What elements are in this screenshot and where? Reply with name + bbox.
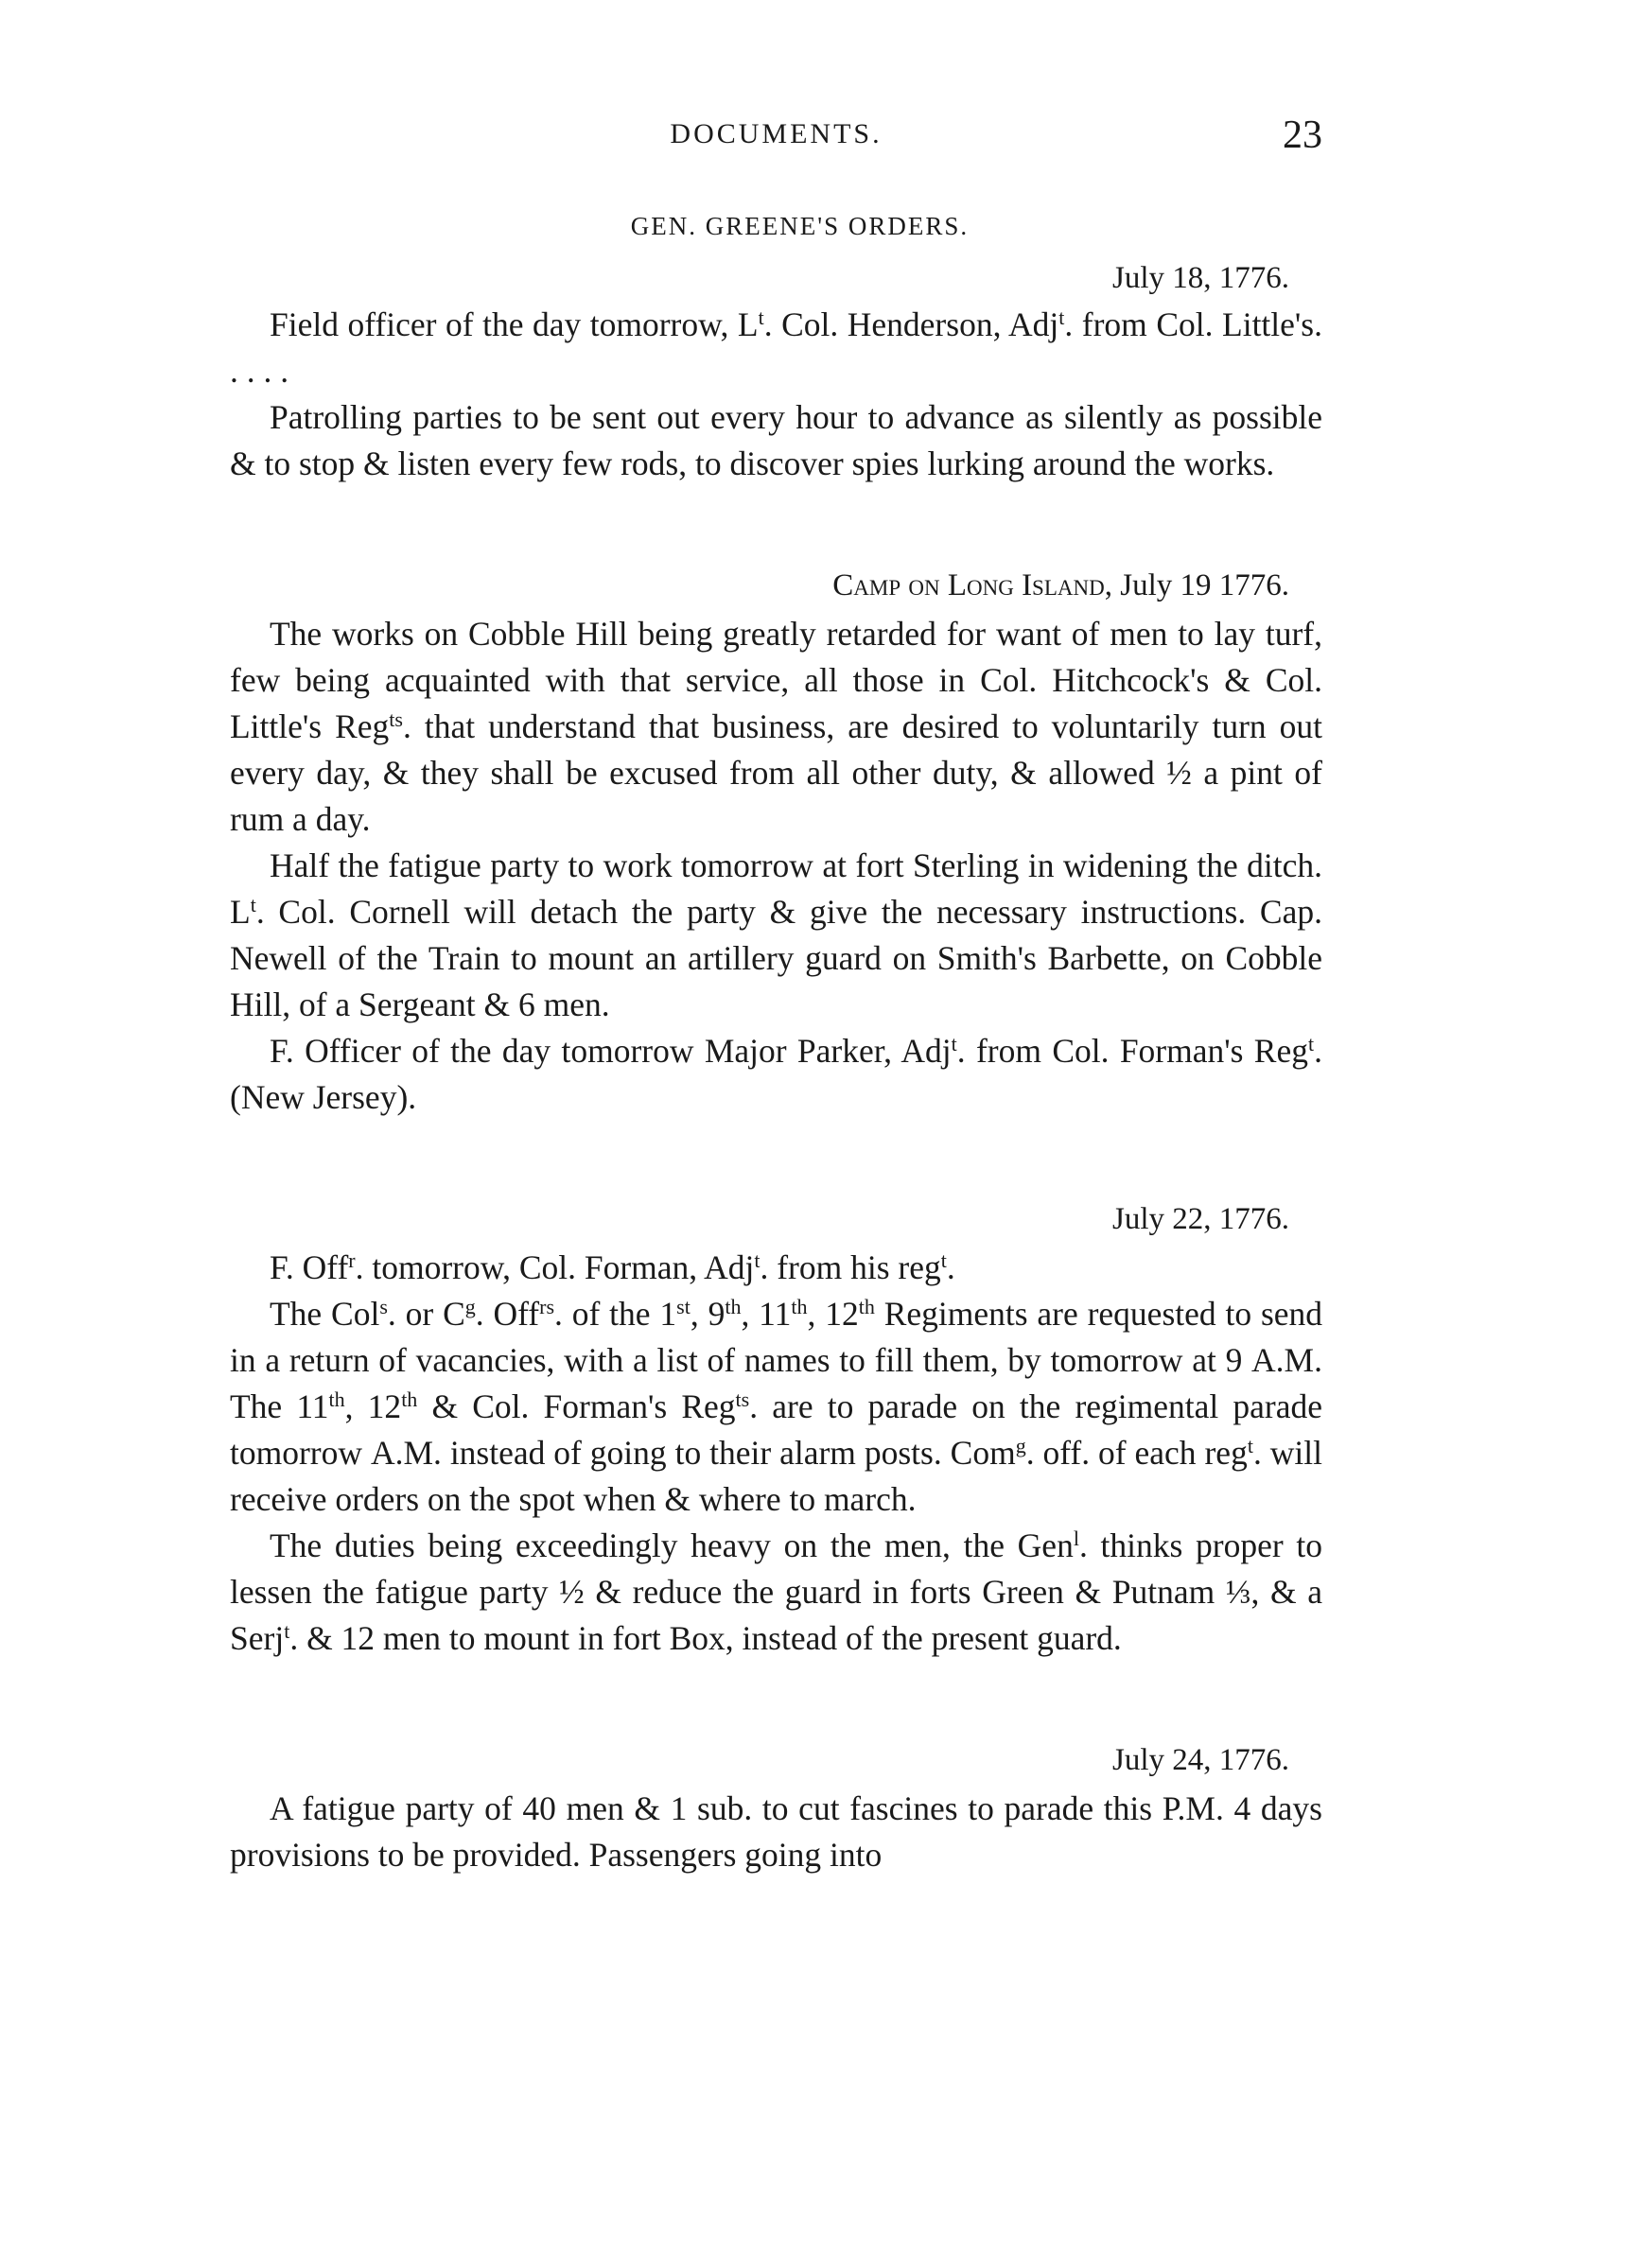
dateline-july-24: July 24, 1776. bbox=[1111, 1743, 1289, 1777]
page-body bbox=[230, 203, 1322, 1878]
dateline-july-18: July 18, 1776. bbox=[1111, 261, 1289, 295]
order-paragraph: Patrolling parties to be sent out every hour to advance as silently as possible & to stop & listen every few rods, to discover spies lurking around the works. bbox=[230, 398, 1322, 482]
page-number: 23 bbox=[1283, 113, 1322, 157]
date-text: July 19 1776. bbox=[1120, 568, 1289, 602]
section-title: GEN. GREENE'S ORDERS. bbox=[630, 212, 970, 240]
order-paragraph: The duties being exceedingly heavy on the men, the Gen$^l$. thinks proper to lessen the fatigue party ½ & reduce the guard in forts Green & Putnam ⅓, & a Serj$^t$. & 12 men to mount in fort Box, instead of the present guard. bbox=[230, 1526, 1322, 1657]
order-paragraph: Field officer of the day tomorrow, $L^t$. Col. Henderson, Adj$^t$. from Col. Little's. . . . . bbox=[230, 305, 1323, 390]
order-paragraph: The Col$^s$. or $C^g$. Off$^{rs}$. of the 1st, 9th, 11th, 12th Regiments are requested to send in a return of vacancies, with a list of names to fill them, by tomorrow at 9 A.M. The 11th, 12th & Col. Forman's Reg$^{ts}$. are to parade on the regimental parade tomorrow A.M. instead of going to their alarm posts. Com$^g$. off. of each reg$^t$. will receive orders on the spot when & where to march. bbox=[230, 1294, 1323, 1518]
order-paragraph: F. Officer of the day tomorrow Major Parker, Adj$^t$. from Col. Forman's Reg$^t$. (New Jersey). bbox=[230, 1031, 1322, 1116]
dateline-july-19 bbox=[230, 563, 1322, 609]
place-name: Camp on Long Island, bbox=[832, 568, 1112, 602]
order-paragraph: F. Off$^r$. tomorrow, Col. Forman, Adj$^t$. from his reg$^t$. bbox=[270, 1247, 955, 1286]
order-paragraph: The works on Cobble Hill being greatly retarded for want of men to lay turf, few being acquainted with that service, all those in Col. Hitchcock's & Col. Little's Reg$^{ts}$. that understand that business, are desired to voluntarily turn out every day, & they shall be excused from all other duty, & allowed ½ a pint of rum a day. bbox=[230, 615, 1322, 838]
page-header bbox=[230, 113, 1322, 175]
dateline-july-22: July 22, 1776. bbox=[1111, 1202, 1289, 1236]
order-paragraph: Half the fatigue party to work tomorrow at fort Sterling in widening the ditch. $L^t$. Col. Cornell will detach the party & give the necessary instructions. Cap. Newell of the Train to mount an artillery guard on Smith's Barbette, on Cobble Hill, of a Sergeant & 6 men. bbox=[230, 846, 1322, 1023]
running-head: DOCUMENTS. bbox=[670, 118, 883, 149]
order-paragraph: A fatigue party of 40 men & 1 sub. to cut fascines to parade this P.M. 4 days provisions to be provided. Passengers going into bbox=[230, 1789, 1322, 1874]
